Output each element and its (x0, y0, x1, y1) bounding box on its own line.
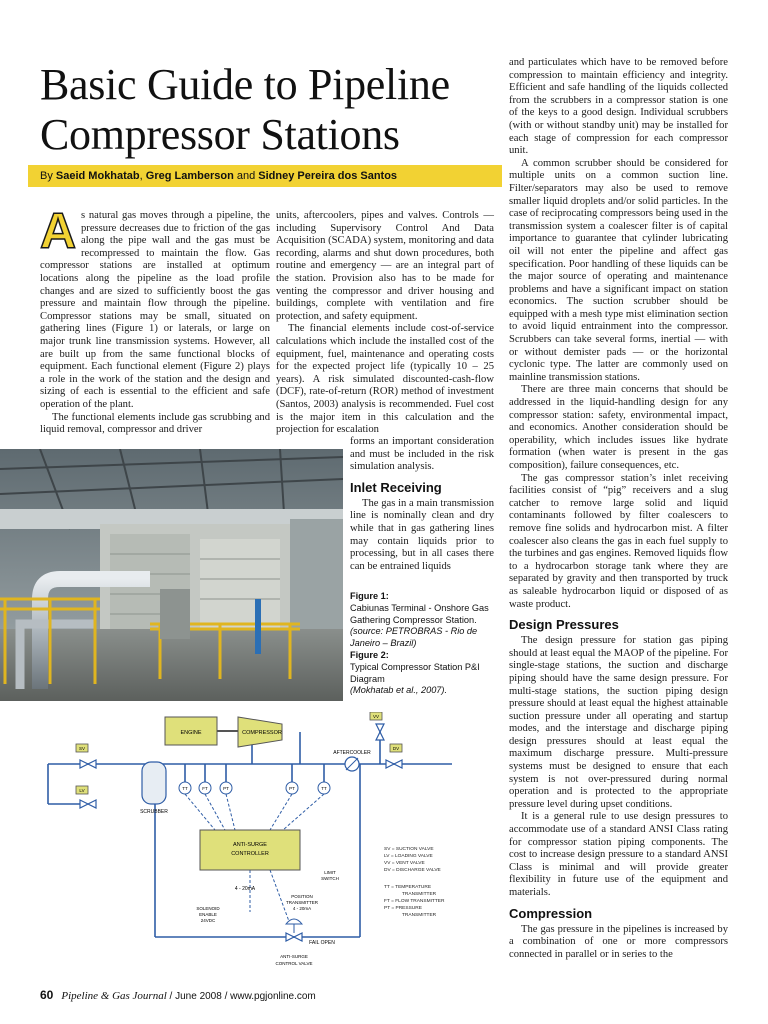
legend-vv: VV = VENT VALVE (384, 861, 425, 866)
column-3 (509, 57, 728, 961)
fig1-label: Figure 1: (350, 591, 389, 601)
legend-pt-2: TRANSMITTER (402, 913, 437, 918)
legend-ft: FT = FLOW TRANSMITTER (384, 899, 445, 904)
footer-issue: / June 2008 / www.pgjonline.com (166, 991, 316, 1002)
heading-compression: Compression (509, 905, 593, 921)
heading-inlet-receiving: Inlet Receiving (350, 479, 442, 495)
tag-sv: SV (78, 746, 86, 751)
legend-sv: SV = SUCTION VALVE (384, 847, 434, 852)
figure-1-photo (0, 449, 343, 701)
col2b-paragraph-2: The gas in a main transmission line is nominally clean and dry while that in gas gathering lines may contain liquids prior to processing, but in all cases there can be entrained liquids (350, 497, 494, 572)
col2b-paragraph-1: forms an important consideration and must be included in the risk simulation analysis. (350, 436, 494, 473)
col3-paragraph-7: The gas pressure in the pipelines is increased by a combination of one or more compressors connected in parallel or in series to the (509, 923, 728, 960)
legend-dv: DV = DISCHARGE VALVE (384, 868, 441, 873)
article-title (40, 60, 510, 160)
magazine-name: Pipeline & Gas Journal (61, 990, 167, 1002)
bubble-ft: FT (202, 786, 208, 791)
col3-paragraph-2: A common scrubber should be considered for multiple units on a common suction line. Filter/separators may also be used to remove smaller liquid droplets and/or solid particles. In the case of reciprocating compressors being used in the transmission system a coalescer filter is of capital importance to guarantee that cylinder lubricating oil will not enter the pipeline and affect gas specification. Poor handling of these liquids can be the major source of operating and maintenance problems and have a significant impact on station economics. The suction scrubber should be equipped with a mesh type mist elimination section to avoid liquid entrainment into the compressor. Scrubbers can take several forms, inertial — with or without demister pads — or the horizontal cyclonic type. The latter are commonly used on mainline transmission stations. (509, 157, 728, 383)
fail-open-label: FAIL OPEN (309, 940, 335, 946)
tag-lv: LV (79, 788, 85, 793)
col1-paragraph-1 (39, 203, 270, 412)
engine-label: ENGINE (180, 730, 202, 736)
bubble-pt-2: PT (289, 786, 295, 791)
asv-label-2: CONTROL VALVE (275, 961, 313, 966)
compressor-station-photo (0, 449, 343, 701)
author-1: Saeid Mokhatab (55, 170, 140, 182)
pid-diagram (40, 712, 465, 975)
fig2-source: (Mokhatab et al., 2007). (350, 685, 448, 696)
col3-paragraph-5: The design pressure for station gas piping should at least equal the MAOP of the pipeline. For single-stage stations, the suction and discharge piping should have the same design pressure. For multi-stage stations, the suction piping design pressure should at least equal the highest attainable suction pressure under all operating and startup modes, and the interstage and discharge piping design pressures should at least equal the maximum discharge pressure. Multi-pressure systems must be designed to ensure that each system is not over-pressured during normal operation and is protected to the appropriate pressure level during upset conditions. (509, 635, 728, 810)
heading-design-pressures: Design Pressures (509, 617, 619, 633)
page-footer (40, 988, 500, 1002)
figure-2-diagram (40, 712, 465, 975)
fig1-source: (source: PETROBRAS - Rio de Janeiro – Brazil) (350, 626, 478, 649)
position-label-2: TRANSMITTER (286, 900, 318, 905)
column-1 (39, 203, 270, 437)
col1-paragraph-2: The functional elements include gas scrubbing and liquid removal, compressor and driver (40, 411, 270, 436)
byline-sep-2: and (233, 170, 259, 182)
byline-sep-1: , (139, 170, 146, 182)
legend-lv: LV = LOADING VALVE (384, 854, 433, 859)
aftercooler-label: AFTERCOOLER (333, 750, 371, 756)
col2-paragraph-1: units, aftercoolers, pipes and valves. Controls — including Supervisory Control And Data Acquisition (SCADA) system, monitoring and data recording, alarms and shut down procedures, both routine and emergency — are an integral part of the station. Provision also has to be made for venting the compressor and driver housing and buildings, complete with ventilation and fire protection, and safety equipment. (276, 210, 494, 322)
fig1-text: Cabiunas Terminal - Onshore Gas Gathering Compressor Station. (350, 602, 489, 625)
solenoid-label-3: 24VDC (200, 918, 216, 923)
col1-p1-text: s natural gas moves through a pipeline, the pressure decreases due to friction of the gas along the pipe wall and the gas must be recompressed to maintain the flow. Gas compressor stations are installed at optimum locations along the pipeline as the load profile changes and are sized to sufficiently boost the gas pressure and maintain flow through the pipeline. Compressor stations may be small, situated on gathering lines (Figure 1) or laterals, or large on major trunk line transmission systems. However, all are built up from the same functional blocks of equipment. Each functional element (Figure 2) plays a role in the work of the station and the design and sizing of each is essential to the efficient and safe operation of the plant. (40, 210, 270, 410)
tag-dv: DV (392, 746, 400, 751)
position-label-1: POSITION (291, 894, 313, 899)
signal-label: 4 - 20mA (234, 886, 256, 892)
title-line-2: Compressor Stations (40, 110, 400, 159)
compressor-label: COMPRESSOR (242, 730, 282, 736)
author-3: Sidney Pereira dos Santos (258, 170, 398, 182)
scrubber-vessel (142, 762, 166, 804)
tag-vv: VV (372, 714, 380, 719)
position-label-3: 4 - 20mA (292, 906, 312, 911)
column-2-continued (350, 436, 494, 573)
page-number: 60 (40, 988, 54, 1002)
legend-tt-2: TRANSMITTER (402, 892, 437, 897)
bubble-tt-1: TT (182, 786, 188, 791)
controller-label-2: CONTROLLER (231, 851, 269, 857)
col2-paragraph-2: The financial elements include cost-of-service calculations which include the installed cost of the equipment, fuel, maintenance and operating costs for the expected project life (typically 10 – 25 years). A risk simulated discounted-cash-flow (DCF), rate-of-return (ROR) method of investment (Santos, 2003) analysis is recommended. Fuel cost is the major item in this calculation and the projection for escalation (276, 323, 494, 436)
controller-label-1: ANTI-SURGE (233, 842, 267, 848)
fig2-text: Typical Compressor Station P&I Diagram (350, 661, 480, 684)
col3-paragraph-1: and particulates which have to be removed before compression to maintain efficiency and integrity. Efficient and safe handling of the liquids collected from the scrubbers in a compressor station is one of the keys to a good design. Individual scrubbers (with or without standby unit) may be installed for each stage of compression for each compressor unit. (509, 57, 728, 157)
col3-paragraph-6: It is a general rule to use design pressures to accommodate use of a standard ANSI Class rating for compressor station piping components. The cost to increase design pressure to a standard ANSI Class is minimal and will provide greater flexibility in future use of the equipment and materials. (509, 811, 728, 898)
legend-tt-1: TT = TEMPERATURE (384, 885, 432, 890)
scrubber-label: SCRUBBER (140, 809, 168, 815)
bubble-tt-2: TT (321, 786, 327, 791)
asv-label-1: ANTI-SURGE (280, 954, 308, 959)
col3-paragraph-3: There are three main concerns that should be addressed in the liquid-handling design for any compressor station: safety, environmental impact, and economics. Another consideration should be operability, which includes issues like hydrate formation (when water is present in the gas composition), failure consequences, etc. (509, 384, 728, 471)
drop-cap: A (39, 203, 77, 259)
limit-label-2: SWITCH (321, 876, 339, 881)
anti-surge-controller (200, 830, 300, 870)
figure-captions (350, 591, 500, 697)
fig2-label: Figure 2: (350, 649, 389, 660)
solenoid-label-1: SOLENOID (196, 906, 220, 911)
solenoid-label-2: ENABLE (199, 912, 217, 917)
col3-paragraph-4: The gas compressor station’s inlet receiving facilities consist of “pig” receivers and a slug catcher to remove large solid and liquid contaminants followed by filter coalescers to remove fine solids and hydrocarbon mist. A filter coalescer also cleans the gas in each fuel supply to the turbines and gas engines. Removed liquids flow to a hydrocarbon storage tank where they are separated by gravity and then transported by truck as saleable hydrocarbon liquid or disposed of as waste product. (509, 472, 728, 610)
legend-pt-1: PT = PRESSURE (384, 906, 422, 911)
byline (28, 165, 502, 187)
limit-label-1: LIMIT (324, 870, 336, 875)
byline-prefix: By (40, 170, 56, 182)
column-2 (276, 210, 494, 437)
title-line-1: Basic Guide to Pipeline (40, 60, 450, 109)
bubble-pt-1: PT (223, 786, 229, 791)
author-2: Greg Lamberson (145, 170, 234, 182)
